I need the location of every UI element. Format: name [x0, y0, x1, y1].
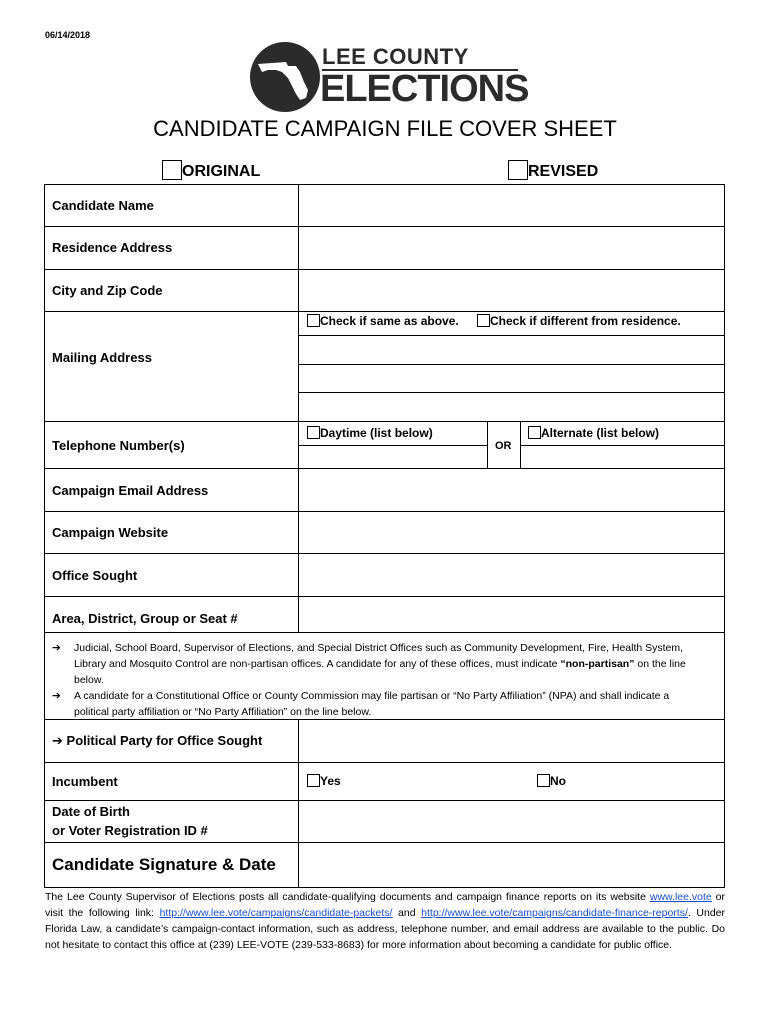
- phone-line: [298, 445, 487, 446]
- column-divider-lower: [298, 719, 299, 887]
- alternate-checkbox[interactable]: [528, 426, 541, 439]
- arrow-right-icon: ➔: [52, 733, 63, 748]
- mailing-address-line1-input[interactable]: [300, 337, 723, 363]
- daytime-option[interactable]: [307, 426, 433, 440]
- mailing-diff-checkbox[interactable]: [477, 314, 490, 327]
- row-divider: [44, 632, 725, 633]
- candidate-name-label: Candidate Name: [52, 198, 154, 213]
- email-label: Campaign Email Address: [52, 483, 209, 498]
- mailing-line: [298, 364, 725, 365]
- incumbent-no-option[interactable]: [537, 774, 566, 788]
- dob-label-line2: or Voter Registration ID #: [52, 823, 208, 838]
- row-divider: [44, 553, 725, 554]
- column-divider: [298, 184, 299, 632]
- area-district-input[interactable]: [300, 598, 723, 631]
- original-checkbox[interactable]: [162, 160, 182, 180]
- arrow-right-icon: ➔: [52, 690, 61, 702]
- florida-seal-logo-icon: [250, 42, 320, 112]
- table-border-bottom: [44, 887, 725, 888]
- signature-input[interactable]: [300, 844, 723, 886]
- daytime-checkbox[interactable]: [307, 426, 320, 439]
- mailing-diff-option[interactable]: [477, 314, 681, 328]
- incumbent-yes-checkbox[interactable]: [307, 774, 320, 787]
- arrow-right-icon: ➔: [52, 642, 61, 654]
- note-nonpartisan: ➔ Judicial, School Board, Supervisor of Elections, and Special District Offices such as Community Development, Fire, Health System, Library and Mosquito Control are non-partisan offices. A candidate for any of these offices, must indicate “non-partisan” on the line below.: [52, 642, 686, 686]
- daytime-phone-input[interactable]: [300, 447, 486, 467]
- party-label: ➔ Political Party for Office Sought: [52, 733, 263, 748]
- mailing-same-label: Check if same as above.: [320, 314, 459, 328]
- row-divider: [44, 421, 725, 422]
- table-border-right: [724, 184, 725, 888]
- row-divider: [44, 311, 725, 312]
- lee-vote-link[interactable]: www.lee.vote: [649, 891, 712, 903]
- office-sought-label: Office Sought: [52, 568, 138, 583]
- alternate-label: Alternate (list below): [541, 426, 660, 440]
- mailing-same-option[interactable]: [307, 314, 459, 328]
- city-zip-label: City and Zip Code: [52, 283, 163, 298]
- daytime-label: Daytime (list below): [320, 426, 433, 440]
- party-input[interactable]: [300, 721, 723, 761]
- row-divider: [44, 511, 725, 512]
- row-divider: [44, 842, 725, 843]
- row-divider: [44, 596, 725, 597]
- original-label: ORIGINAL: [182, 163, 261, 180]
- alternate-option[interactable]: [528, 426, 659, 440]
- no-label: No: [550, 774, 566, 788]
- telephone-label: Telephone Number(s): [52, 438, 185, 453]
- phone-divider: [487, 421, 488, 468]
- incumbent-yes-option[interactable]: [307, 774, 341, 788]
- row-divider: [44, 800, 725, 801]
- incumbent-label: Incumbent: [52, 774, 118, 789]
- row-divider: [44, 269, 725, 270]
- row-divider: [44, 468, 725, 469]
- table-border-left: [44, 184, 45, 888]
- website-label: Campaign Website: [52, 525, 169, 540]
- residence-address-label: Residence Address: [52, 240, 173, 255]
- phone-line: [520, 445, 725, 446]
- form-date: 06/14/2018: [45, 30, 91, 40]
- dob-label-line1: Date of Birth: [52, 804, 130, 819]
- mailing-address-label: Mailing Address: [52, 350, 152, 365]
- email-input[interactable]: [300, 470, 723, 510]
- finance-reports-link[interactable]: http://www.lee.vote/campaigns/candidate-finance-reports/: [421, 907, 688, 919]
- mailing-address-line2-input[interactable]: [300, 366, 723, 391]
- mailing-line: [298, 392, 725, 393]
- revised-checkbox[interactable]: [508, 160, 528, 180]
- area-district-label: Area, District, Group or Seat #: [52, 611, 238, 626]
- dob-input[interactable]: [300, 802, 723, 841]
- mailing-line: [298, 335, 725, 336]
- incumbent-no-checkbox[interactable]: [537, 774, 550, 787]
- candidate-packets-link[interactable]: http://www.lee.vote/campaigns/candidate-packets/: [159, 907, 393, 919]
- city-zip-input[interactable]: [300, 271, 723, 310]
- alternate-phone-input[interactable]: [522, 447, 723, 467]
- phone-divider: [520, 421, 521, 468]
- row-divider: [44, 226, 725, 227]
- row-divider: [44, 762, 725, 763]
- candidate-name-input[interactable]: [300, 186, 723, 225]
- mailing-address-line3-input[interactable]: [300, 394, 723, 420]
- signature-label: Candidate Signature & Date: [52, 855, 276, 874]
- yes-label: Yes: [320, 774, 341, 788]
- table-border-top: [44, 184, 725, 185]
- footer-text: The Lee County Supervisor of Elections posts all candidate-qualifying documents and campaign finance reports on its website www.lee.vote or visit the following link: http://www.lee.vote/campaigns/candidate-packets/ and http://www.lee.vote/campaigns/candidate-finance-reports/. Under Florida Law, a candidate’s campaign-contact information, such as address, telephone number, and email address are available to the public. Do not hesitate to contact this office at (239) LEE-VOTE (239-533-8683) for more information about becoming a candidate for public office.: [45, 891, 725, 951]
- mailing-diff-label: Check if different from residence.: [490, 314, 681, 328]
- revised-label: REVISED: [528, 163, 599, 180]
- page-title: CANDIDATE CAMPAIGN FILE COVER SHEET: [153, 116, 617, 141]
- logo-elections-text: ELECTIONS: [320, 68, 529, 110]
- logo-county-text: LEE COUNTY: [322, 44, 469, 69]
- note-partisan: ➔ A candidate for a Constitutional Office or County Commission may file partisan or “No Party Affiliation” (NPA) and shall indicate a political party affiliation or “No Party Affiliation” on the line below.: [52, 690, 670, 718]
- office-sought-input[interactable]: [300, 555, 723, 595]
- original-option[interactable]: [162, 160, 260, 181]
- residence-address-input[interactable]: [300, 228, 723, 268]
- revised-option[interactable]: [508, 160, 598, 181]
- website-input[interactable]: [300, 513, 723, 552]
- mailing-same-checkbox[interactable]: [307, 314, 320, 327]
- or-label: OR: [495, 440, 512, 452]
